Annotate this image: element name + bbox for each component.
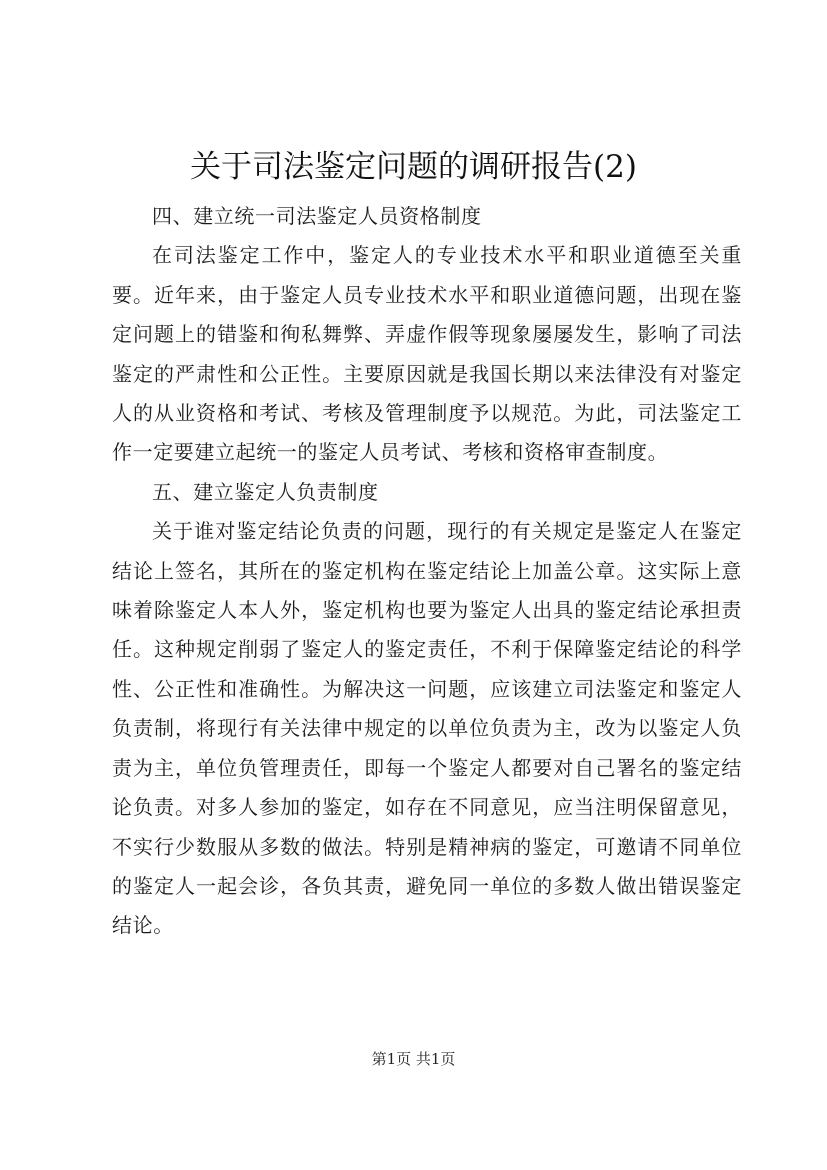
section-paragraph-5: 关于谁对鉴定结论负责的问题，现行的有关规定是鉴定人在鉴定结论上签名，其所在的鉴定机构在鉴定结论上加盖公章。这实际上意味着除鉴定人本人外，鉴定机构也要为鉴定人出具的鉴定结论承担责任。这种规定削弱了鉴定人的鉴定责任，不利于保障鉴定结论的科学性、公正性和准确性。为解决这一问题，应该建立司法鉴定和鉴定人负责制，将现行有关法律中规定的以单位负责为主，改为以鉴定人负责为主，单位负管理责任，即每一个鉴定人都要对自己署名的鉴定结论负责。对多人参加的鉴定，如存在不同意见，应当注明保留意见，不实行少数服从多数的做法。特别是精神病的鉴定，可邀请不同单位的鉴定人一起会诊，各负其责，避免同一单位的多数人做出错误鉴定结论。 (112, 519, 742, 938)
document-body (112, 197, 742, 946)
section-heading-4: 四、建立统一司法鉴定人员资格制度 (152, 204, 482, 228)
page-title: 关于司法鉴定问题的调研报告(2) (190, 149, 637, 185)
section-heading-5: 五、建立鉴定人负责制度 (152, 479, 379, 504)
section-paragraph-4: 在司法鉴定工作中，鉴定人的专业技术水平和职业道德至关重要。近年来，由于鉴定人员专业技术水平和职业道德问题，出现在鉴定问题上的错鉴和徇私舞弊、弄虚作假等现象屡屡发生，影响了司法鉴定的严肃性和公正性。主要原因就是我国长期以来法律没有对鉴定人的从业资格和考试、考核及管理制度予以规范。为此，司法鉴定工作一定要建立起统一的鉴定人员考试、考核和资格审查制度。 (112, 243, 742, 465)
page-footer: 第1页 共1页 (371, 1050, 456, 1068)
